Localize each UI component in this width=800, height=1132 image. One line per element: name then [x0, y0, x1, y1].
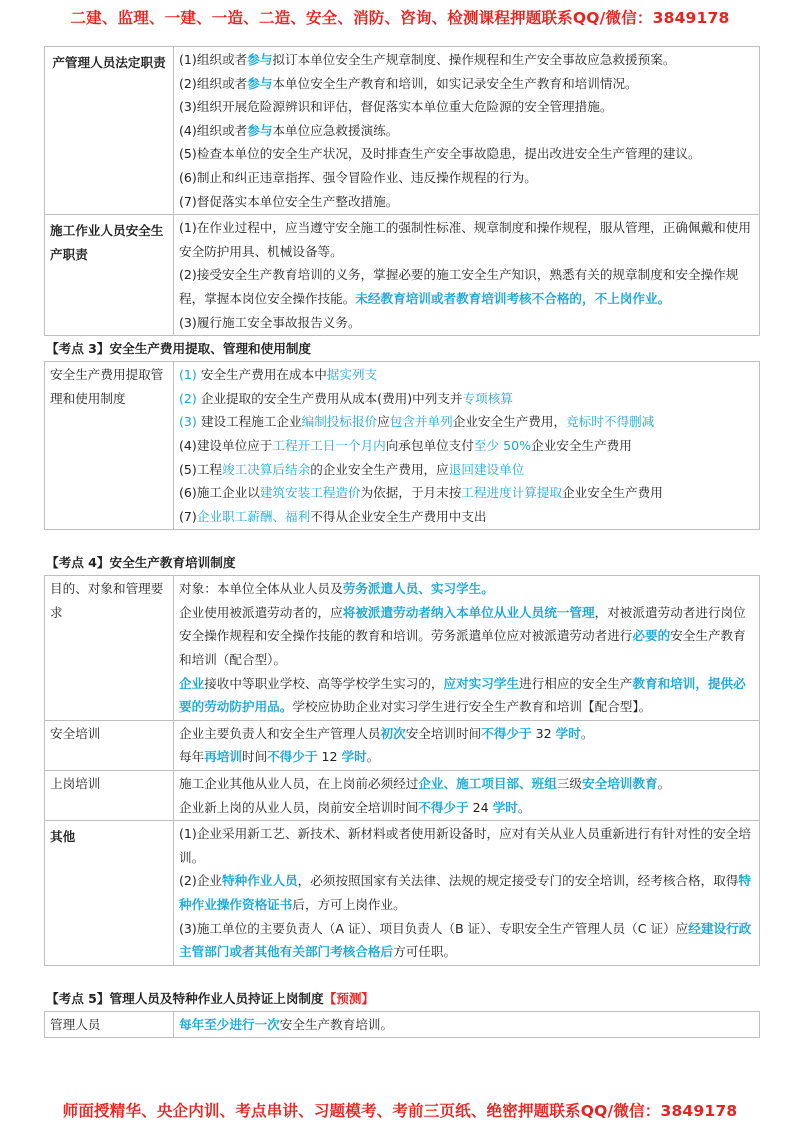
list-item: (2)企业特种作业人员，必须按照国家有关法律、法规的规定接受专门的安全培训，经考核合格，取得特种作业操作资格证书后，方可上岗作业。 — [179, 873, 751, 912]
duty-table — [44, 46, 760, 336]
prediction-tag: 【预测】 — [323, 990, 374, 1006]
row-head-managers: 管理人员 — [45, 1011, 174, 1038]
list-item: (1)在作业过程中，应当遵守安全施工的强制性标准、规章制度和操作规程，服从管理，正确佩戴和使用安全防护用具、机械设备等。 — [179, 220, 751, 259]
row-head-worker-duty: 施工作业人员安全生产职责 — [45, 215, 174, 336]
training-table — [44, 575, 760, 966]
list-item: (3)履行施工安全事故报告义务。 — [179, 314, 361, 330]
list-item: (4)建设单位应于工程开工日一个月内向承包单位支付至少 50%企业安全生产费用 — [179, 437, 632, 453]
list-item: 企业新上岗的从业人员，岗前安全培训时间不得少于 24 学时。 — [179, 799, 531, 815]
list-item: 施工企业其他从业人员，在上岗前必须经过企业、施工项目部、班组三级安全培训教育。 — [179, 776, 671, 792]
row-head-fee: 安全生产费用提取管理和使用制度 — [45, 362, 174, 530]
table-row — [45, 47, 760, 215]
list-item: 企业使用被派遣劳动者的，应将被派遣劳动者纳入本单位从业人员统一管理，对被派遣劳动者进行岗位安全操作规程和安全操作技能的教育和培训。劳务派遣单位应对被派遣劳动者进行必要的安全生产教育和培训（配合型）。 — [179, 604, 746, 668]
bottom-banner: 师面授精华、央企内训、考点串讲、习题模考、考前三页纸、绝密押题联系QQ/微信：3849178 — [62, 1102, 738, 1120]
row-head-onboard-training: 上岗培训 — [45, 771, 174, 821]
cert-table — [44, 1011, 760, 1039]
table-row — [45, 362, 760, 530]
table-row — [45, 821, 760, 966]
list-item: (7)督促落实本单位安全生产整改措施。 — [179, 193, 399, 209]
list-item: (4)组织或者参与本单位应急救援演练。 — [179, 122, 399, 138]
table-row — [45, 1011, 760, 1038]
table-row — [45, 215, 760, 336]
list-item: (1)组织或者参与拟订本单位安全生产规章制度、操作规程和生产安全事故应急救援预案。 — [179, 52, 676, 67]
list-item: (1) 安全生产费用在成本中据实列支 — [179, 367, 378, 383]
list-item: (5)工程竣工决算后结余的企业安全生产费用，应退回建设单位 — [179, 461, 525, 477]
row-head-manager-duty: 产管理人员法定职责 — [45, 47, 174, 215]
table-row — [45, 720, 760, 770]
list-item: (3) 建设工程施工企业编制投标报价应包含并单列企业安全生产费用，竞标时不得删减 — [179, 414, 655, 430]
worker-duty-cell — [174, 215, 760, 336]
list-item: (3)组织开展危险源辨识和评估，督促落实本单位重大危险源的安全管理措施。 — [179, 99, 613, 115]
list-item: (5)检查本单位的安全生产状况，及时排查生产安全事故隐患，提出改进安全生产管理的建议。 — [179, 146, 701, 162]
table-row — [45, 576, 760, 721]
list-item: 对象：本单位全体从业人员及劳务派遣人员、实习学生。 — [179, 581, 494, 597]
onboard-training-cell — [174, 771, 760, 821]
list-item: (6)制止和纠正违章指挥、强令冒险作业、违反操作规程的行为。 — [179, 169, 537, 185]
list-item: (7)企业职工薪酬、福利不得从企业安全生产费用中支出 — [179, 508, 487, 524]
list-item: (6)施工企业以建筑安装工程造价为依据，于月末按工程进度计算提取企业安全生产费用 — [179, 485, 663, 501]
list-item: 企业接收中等职业学校、高等学校学生实习的，应对实习学生进行相应的安全生产教育和培训，提供必要的劳动防护用品。学校应协助企业对实习学生进行安全生产教育和培训【配合型】。 — [179, 675, 746, 715]
section-heading-3: 【考点 3】安全生产费用提取、管理和使用制度 — [46, 341, 312, 357]
list-item: (2)组织或者参与本单位安全生产教育和培训，如实记录安全生产教育和培训情况。 — [179, 75, 638, 91]
row-head-purpose: 目的、对象和管理要求 — [45, 576, 174, 721]
row-head-other: 其他 — [45, 821, 174, 966]
fee-cell — [174, 362, 760, 530]
table-row — [45, 771, 760, 821]
list-item: 企业主要负责人和安全生产管理人员初次安全培训时间不得少于 32 学时。 — [179, 725, 594, 741]
section-heading-5: 【考点 5】管理人员及特种作业人员持证上岗制度【预测】 — [46, 990, 374, 1006]
list-item: (2) 企业提取的安全生产费用从成本(费用)中列支并专项核算 — [179, 390, 513, 406]
list-item: (3)施工单位的主要负责人（A 证）、项目负责人（B 证）、专职安全生产管理人员（C 证）应经建设行政主管部门或者其他有关部门考核合格后方可任职。 — [179, 920, 752, 960]
managers-cell — [174, 1011, 760, 1038]
list-item: (2)接受安全生产教育培训的义务，掌握必要的施工安全生产知识，熟悉有关的规章制度和安全操作规程，掌握本岗位安全操作技能。未经教育培训或者教育培训考核不合格的，不上岗作业。 — [179, 267, 739, 306]
list-item: 每年至少进行一次安全生产教育培训。 — [179, 1016, 394, 1032]
top-banner: 二建、监理、一建、一造、二造、安全、消防、咨询、检测课程押题联系QQ/微信：3849178 — [70, 9, 730, 27]
row-head-safety-training: 安全培训 — [45, 720, 174, 770]
other-cell — [174, 821, 760, 966]
list-item: 每年再培训时间不得少于 12 学时。 — [179, 749, 380, 765]
fee-table — [44, 361, 760, 530]
manager-duty-cell — [174, 47, 760, 215]
purpose-cell — [174, 576, 760, 721]
safety-training-cell — [174, 720, 760, 770]
document-page — [44, 46, 760, 1038]
section-heading-4: 【考点 4】安全生产教育培训制度 — [46, 555, 236, 571]
list-item: (1)企业采用新工艺、新技术、新材料或者使用新设备时，应对有关从业人员重新进行有针对性的安全培训。 — [179, 826, 751, 865]
